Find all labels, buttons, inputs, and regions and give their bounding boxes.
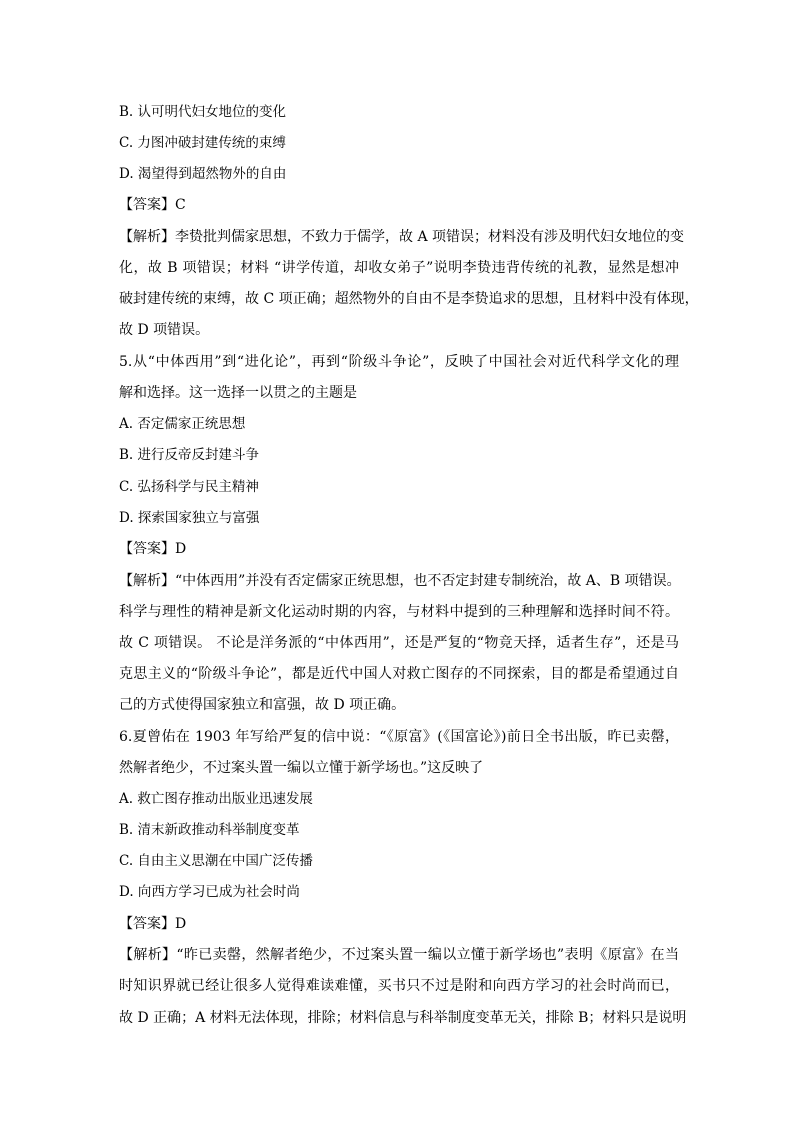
q5-option-a: A. 否定儒家正统思想 [119,416,246,432]
q5-analysis-line: 己的方式使得国家独立和富强，故 D 项正确。 [119,697,406,713]
q4-analysis-line: 【解析】李贽批判儒家思想，不致力于儒学，故 A 项错误；材料没有涉及明代妇女地位的变 [119,229,685,245]
q5-analysis-line: 克思主义的“阶级斗争论”，都是近代中国人对救亡图存的不同探索，目的都是希望通过自 [119,666,679,682]
q5-answer: 【答案】D [119,541,187,557]
q6-analysis-line: 【解析】“昨已卖罄，然解者绝少，不过案头置一编以立懂于新学场也”表明《原富》在当 [119,947,679,963]
q5-stem-line: 5.从“中体西用”到“进化论”，再到“阶级斗争论”，反映了中国社会对近代科学文化的理 [119,354,679,370]
q6-option-c: C. 自由主义思潮在中国广泛传播 [119,853,313,869]
q4-option-c: C. 力图冲破封建传统的束缚 [119,135,286,151]
q6-option-a: A. 救亡图存推动出版业迅速发展 [119,791,313,807]
q4-analysis-line: 化，故 B 项错误；材料 “讲学传道，却收女弟子”说明李贽违背传统的礼教，显然是想冲 [119,260,679,276]
q5-option-b: B. 进行反帝反封建斗争 [119,447,260,463]
q6-option-d: D. 向西方学习已成为社会时尚 [119,884,300,900]
q5-analysis-line: 科学与理性的精神是新文化运动时期的内容，与材料中提到的三种理解和选择时间不符。 [119,604,679,620]
q4-answer: 【答案】C [119,197,186,213]
q5-analysis-line: 【解析】“中体西用”并没有否定儒家正统思想，也不否定封建专制统治，故 A、B 项错误。 [119,573,681,589]
q6-analysis-line: 故 D 正确；A 材料无法体现，排除；材料信息与科举制度变革无关，排除 B；材料只是说明 [119,1010,687,1026]
q6-analysis-line: 时知识界就已经让很多人觉得难读难懂，买书只不过是附和向西方学习的社会时尚而已， [119,978,679,994]
q6-stem-line: 然解者绝少，不过案头置一编以立懂于新学场也。”这反映了 [119,760,484,776]
q5-option-d: D. 探索国家独立与富强 [119,510,260,526]
q5-analysis-line: 故 C 项错误。 不论是洋务派的“中体西用”，还是严复的“物竞天择，适者生存”，还是马 [119,635,679,651]
q4-analysis-line: 破封建传统的束缚，故 C 项正确；超然物外的自由不是李贽追求的思想，且材料中没有体现， [119,291,699,307]
q4-option-d: D. 渴望得到超然物外的自由 [119,166,287,182]
q5-stem-line: 解和选择。这一选择一以贯之的主题是 [119,385,357,401]
q6-answer: 【答案】D [119,916,187,932]
q4-option-b: B. 认可明代妇女地位的变化 [119,104,287,120]
q5-option-c: C. 弘扬科学与民主精神 [119,479,259,495]
q6-stem-line: 6.夏曾佑在 1903 年写给严复的信中说：“《原富》(《国富论》)前日全书出版，昨已卖罄， [119,729,679,745]
q4-analysis-line: 故 D 项错误。 [119,322,210,338]
q6-option-b: B. 清末新政推动科举制度变革 [119,822,300,838]
